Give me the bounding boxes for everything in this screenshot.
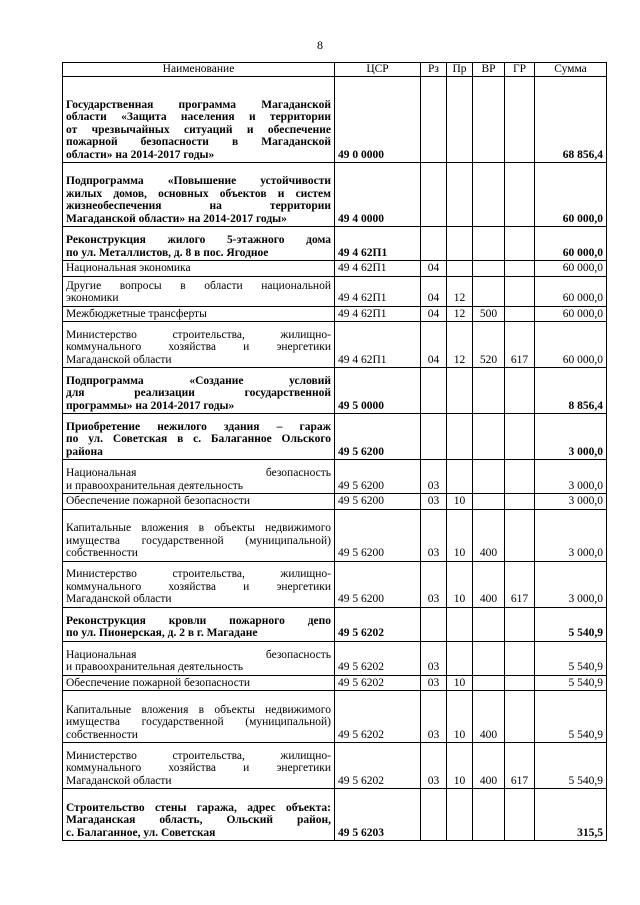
cell-name (63, 561, 335, 607)
cell-csr: 49 5 6202 (335, 675, 421, 691)
cell-name-line: экономики (66, 292, 119, 304)
cell-sum: 5 540,9 (535, 675, 607, 691)
header-vr: ВР (473, 63, 505, 77)
cell-gr (505, 460, 535, 494)
cell-name-line: имущества государственной (муниципальной) (66, 716, 331, 728)
cell-name-line: Подпрограмма «Повышение устойчивости (66, 175, 331, 187)
table-row (63, 163, 607, 227)
table-row (63, 414, 607, 460)
cell-gr (505, 368, 535, 414)
cell-name (63, 607, 335, 641)
cell-vr (473, 368, 505, 414)
cell-pr (447, 77, 473, 163)
cell-name (63, 276, 335, 306)
cell-name-line: Министерство строительства, жилищно- (66, 568, 331, 580)
table-row (63, 743, 607, 789)
cell-rz (421, 414, 447, 460)
cell-gr: 617 (505, 561, 535, 607)
table-row (63, 306, 607, 322)
cell-vr: 400 (473, 743, 505, 789)
cell-pr (447, 261, 473, 277)
cell-name-line: Обеспечение пожарной безопасности (66, 676, 251, 689)
cell-sum: 60 000,0 (535, 322, 607, 368)
cell-name-line: жизнеобеспечения на территории (66, 200, 331, 212)
cell-sum: 60 000,0 (535, 306, 607, 322)
table-row (63, 322, 607, 368)
cell-vr: 400 (473, 509, 505, 561)
table-row (63, 789, 607, 841)
table-row (63, 675, 607, 691)
cell-sum: 60 000,0 (535, 227, 607, 261)
header-name: Наименование (63, 63, 335, 77)
header-sum: Сумма (535, 63, 607, 77)
cell-name-line: и правоохранительная деятельность (66, 661, 243, 673)
cell-rz (421, 77, 447, 163)
cell-name-line: Национальная безопасность (66, 648, 331, 661)
cell-rz (421, 607, 447, 641)
cell-name-line: коммунального хозяйства и энергетики (66, 341, 331, 353)
cell-sum: 3 000,0 (535, 414, 607, 460)
cell-name-line: жилых домов, основных объектов и систем (66, 187, 331, 200)
cell-csr: 49 5 6200 (335, 414, 421, 460)
cell-vr: 400 (473, 691, 505, 743)
cell-vr (473, 261, 505, 277)
cell-rz: 04 (421, 261, 447, 277)
cell-name (63, 460, 335, 494)
table-row (63, 494, 607, 510)
cell-gr: 617 (505, 322, 535, 368)
cell-name-line: Капитальные вложения в объекты недвижимого (66, 703, 331, 716)
cell-name-line: Магаданской области (66, 353, 172, 366)
cell-name-line: области «Защита населения и территории (66, 111, 331, 123)
cell-name-line: района (66, 445, 103, 458)
cell-name (63, 691, 335, 743)
cell-rz (421, 368, 447, 414)
cell-name-line: Магаданской области» на 2014-2017 годы» (66, 212, 287, 225)
cell-name-line: Приобретение нежилого здания – гараж (66, 420, 331, 433)
cell-csr: 49 4 62П1 (335, 261, 421, 277)
cell-csr: 49 5 6200 (335, 509, 421, 561)
cell-rz (421, 227, 447, 261)
cell-vr (473, 641, 505, 675)
cell-rz: 03 (421, 641, 447, 675)
cell-pr (447, 641, 473, 675)
cell-vr (473, 494, 505, 510)
cell-vr (473, 163, 505, 227)
cell-csr: 49 4 62П1 (335, 276, 421, 306)
cell-pr: 10 (447, 743, 473, 789)
cell-name-line: Межбюджетные трансферты (66, 307, 207, 320)
cell-name-line: от чрезвычайных ситуаций и обеспечение (66, 123, 331, 136)
cell-gr: 617 (505, 743, 535, 789)
cell-rz: 03 (421, 509, 447, 561)
cell-csr: 49 5 6200 (335, 561, 421, 607)
table-row (63, 276, 607, 306)
cell-gr (505, 306, 535, 322)
cell-name-line: Магаданской области (66, 593, 172, 605)
cell-vr (473, 227, 505, 261)
cell-name-line: Строительство стены гаража, адрес объекта: (66, 801, 331, 814)
table-row (63, 261, 607, 277)
cell-sum: 5 540,9 (535, 607, 607, 641)
cell-csr: 49 5 6200 (335, 494, 421, 510)
cell-name (63, 368, 335, 414)
cell-name-line: пожарной безопасности в Магаданской (66, 136, 331, 148)
table-row (63, 641, 607, 675)
header-rz: Рз (421, 63, 447, 77)
cell-name (63, 743, 335, 789)
cell-vr (473, 414, 505, 460)
cell-rz: 03 (421, 691, 447, 743)
page-number: 8 (317, 38, 323, 52)
cell-name-line: Подпрограмма «Создание условий (66, 374, 331, 387)
cell-csr: 49 5 6200 (335, 460, 421, 494)
cell-name-line: по ул. Металлистов, д. 8 в пос. Ягодное (66, 246, 269, 259)
cell-gr (505, 675, 535, 691)
cell-csr: 49 4 62П1 (335, 227, 421, 261)
cell-name (63, 675, 335, 691)
cell-pr (447, 414, 473, 460)
cell-pr: 10 (447, 691, 473, 743)
cell-name-line: Национальная экономика (66, 262, 191, 274)
cell-csr: 49 5 0000 (335, 368, 421, 414)
cell-name-line: Государственная программа Магаданской (66, 98, 331, 111)
cell-csr: 49 4 62П1 (335, 306, 421, 322)
cell-gr (505, 607, 535, 641)
cell-gr (505, 163, 535, 227)
cell-rz: 03 (421, 494, 447, 510)
cell-name (63, 414, 335, 460)
cell-rz: 04 (421, 276, 447, 306)
cell-sum: 3 000,0 (535, 494, 607, 510)
cell-name-line: Министерство строительства, жилищно- (66, 328, 331, 341)
cell-rz (421, 789, 447, 841)
cell-pr (447, 368, 473, 414)
cell-sum: 8 856,4 (535, 368, 607, 414)
header-pr: Пр (447, 63, 473, 77)
cell-name-line: Другие вопросы в области национальной (66, 279, 331, 292)
cell-name-line: области» на 2014-2017 годы» (66, 148, 215, 161)
cell-sum: 3 000,0 (535, 561, 607, 607)
table-body (63, 77, 607, 841)
cell-name-line: Национальная безопасность (66, 467, 331, 479)
table-row (63, 460, 607, 494)
cell-name-line: Реконструкция жилого 5-этажного дома (66, 234, 331, 246)
cell-sum: 60 000,0 (535, 261, 607, 277)
cell-sum: 5 540,9 (535, 743, 607, 789)
table-row (63, 561, 607, 607)
cell-name-line: имущества государственной (муниципальной) (66, 534, 331, 547)
cell-csr: 49 5 6202 (335, 607, 421, 641)
cell-gr (505, 414, 535, 460)
cell-csr: 49 0 0000 (335, 77, 421, 163)
cell-pr: 10 (447, 509, 473, 561)
header-csr: ЦСР (335, 63, 421, 77)
cell-name (63, 227, 335, 261)
cell-vr (473, 789, 505, 841)
cell-name-line: коммунального хозяйства и энергетики (66, 580, 331, 593)
cell-pr: 10 (447, 675, 473, 691)
cell-name-line: коммунального хозяйства и энергетики (66, 762, 331, 774)
cell-name (63, 77, 335, 163)
cell-sum: 5 540,9 (535, 691, 607, 743)
cell-sum: 68 856,4 (535, 77, 607, 163)
cell-name (63, 509, 335, 561)
cell-csr: 49 4 62П1 (335, 322, 421, 368)
cell-gr (505, 641, 535, 675)
cell-vr: 520 (473, 322, 505, 368)
cell-name-line: по ул. Советская в с. Балаганное Ольского (66, 433, 331, 445)
cell-name (63, 789, 335, 841)
cell-name-line: по ул. Пионерская, д. 2 в г. Магадане (66, 627, 258, 639)
table-row (63, 227, 607, 261)
cell-name-line: Капитальные вложения в объекты недвижимого (66, 522, 331, 534)
cell-gr (505, 261, 535, 277)
cell-pr (447, 163, 473, 227)
cell-name-line: с. Балаганное, ул. Советская (66, 826, 216, 839)
cell-name-line: Реконструкция кровли пожарного депо (66, 614, 331, 627)
cell-name-line: для реализации государственной (66, 387, 331, 399)
cell-csr: 49 5 6202 (335, 691, 421, 743)
cell-name-line: Магаданская область, Ольский район, (66, 814, 331, 826)
cell-sum: 3 000,0 (535, 509, 607, 561)
cell-name-line: собственности (66, 547, 138, 559)
cell-gr (505, 509, 535, 561)
table-row (63, 77, 607, 163)
cell-vr (473, 607, 505, 641)
cell-pr (447, 789, 473, 841)
cell-name (63, 306, 335, 322)
cell-sum: 315,5 (535, 789, 607, 841)
cell-vr (473, 675, 505, 691)
cell-vr: 500 (473, 306, 505, 322)
cell-name-line: Обеспечение пожарной безопасности (66, 495, 251, 507)
cell-rz: 03 (421, 460, 447, 494)
cell-rz: 03 (421, 675, 447, 691)
cell-csr: 49 4 0000 (335, 163, 421, 227)
cell-pr (447, 607, 473, 641)
cell-gr (505, 691, 535, 743)
cell-vr (473, 276, 505, 306)
cell-pr (447, 460, 473, 494)
cell-name (63, 261, 335, 277)
cell-name-line: Министерство строительства, жилищно- (66, 749, 331, 762)
cell-rz: 04 (421, 306, 447, 322)
cell-sum: 5 540,9 (535, 641, 607, 675)
cell-csr: 49 5 6202 (335, 743, 421, 789)
cell-name (63, 322, 335, 368)
cell-name-line: и правоохранительная деятельность (66, 479, 243, 492)
cell-name-line: программы» на 2014-2017 годы» (66, 399, 235, 412)
cell-vr (473, 460, 505, 494)
table-row (63, 691, 607, 743)
cell-gr (505, 276, 535, 306)
cell-pr: 12 (447, 276, 473, 306)
cell-name-line: собственности (66, 728, 138, 741)
cell-vr (473, 77, 505, 163)
cell-pr: 10 (447, 494, 473, 510)
budget-table (62, 62, 607, 841)
table-row (63, 368, 607, 414)
cell-rz: 03 (421, 743, 447, 789)
cell-gr (505, 227, 535, 261)
cell-name (63, 641, 335, 675)
cell-pr (447, 227, 473, 261)
cell-pr: 10 (447, 561, 473, 607)
cell-name-line: Магаданской области (66, 774, 172, 787)
cell-pr: 12 (447, 322, 473, 368)
cell-sum: 3 000,0 (535, 460, 607, 494)
cell-csr: 49 5 6202 (335, 641, 421, 675)
cell-sum: 60 000,0 (535, 163, 607, 227)
cell-rz (421, 163, 447, 227)
cell-pr: 12 (447, 306, 473, 322)
table-row (63, 509, 607, 561)
cell-gr (505, 789, 535, 841)
cell-gr (505, 494, 535, 510)
cell-rz: 04 (421, 322, 447, 368)
cell-csr: 49 5 6203 (335, 789, 421, 841)
cell-sum: 60 000,0 (535, 276, 607, 306)
cell-name (63, 163, 335, 227)
cell-vr: 400 (473, 561, 505, 607)
cell-name (63, 494, 335, 510)
table-row (63, 607, 607, 641)
cell-rz: 03 (421, 561, 447, 607)
table-header-row (63, 63, 607, 77)
cell-gr (505, 77, 535, 163)
header-gr: ГР (505, 63, 535, 77)
